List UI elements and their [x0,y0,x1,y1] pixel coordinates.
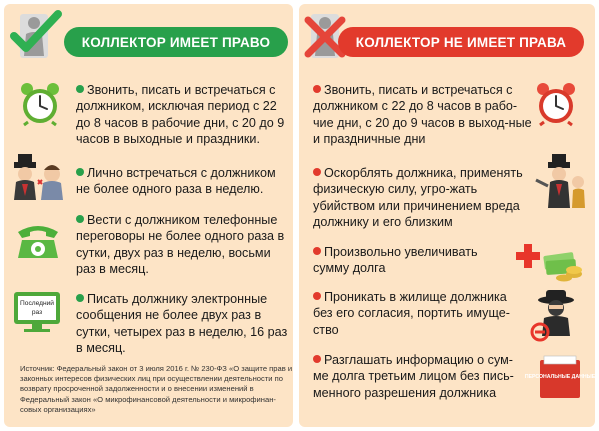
forbidden-item-5-text: Разглашать информацию о сум-ме долга третьим лицом без пись-менного разрешения должника [313,353,514,400]
monitor-label-line2: раз [31,309,43,316]
forbidden-item-1-text: Звонить, писать и встречаться с должником с 22 до 8 часов в рабо-чие дни, с 20 до 9 часов в выход-ные и праздничные дни [313,83,532,147]
allowed-item-3 [76,212,288,278]
allowed-item-1 [76,82,288,148]
source-note: Источник: Федеральный закон от 3 июля 2016 г. № 230-ФЗ «О защите прав и законных интересов физических лиц при осуществлении деятельности по возврату просроченной задолженности и о внесении изменений в Федеральный закон «О микрофинансовой деятельности и микрофинан-совых организациях» [20,364,293,414]
allowed-title: КОЛЛЕКТОР ИМЕЕТ ПРАВО [64,27,288,57]
forbidden-item-2 [313,165,525,231]
bullet-dot [313,355,321,363]
folder-label: ПЕРСОНАЛЬНЫЕ ДАННЫЕ [524,374,596,380]
forbidden-item-4 [313,289,521,338]
people-meeting-icon [10,150,68,202]
forbidden-item-3-text: Произвольно увеличивать сумму долга [313,245,478,276]
bullet-dot [313,168,321,176]
allowed-item-2 [76,165,288,198]
forbidden-item-2-text: Оскорблять должника, применять физическую силу, угро-жать убийством или причинением вреда должнику и его близким [313,166,523,230]
forbidden-item-1 [313,82,533,148]
monitor-label-line1: Последний [20,300,54,307]
alarm-clock-icon [534,80,578,126]
bullet-dot [313,292,321,300]
person-check-icon [10,10,64,60]
allowed-item-2-text: Лично встречаться с должником не более одного раза в неделю. [76,166,276,197]
allowed-item-1-text: Звонить, писать и встречаться с должником, исключая период с 22 до 8 часов в рабочие дни, с 20 до 9 часов в выходные и праздники. [76,83,285,147]
intruder-icon [530,286,580,342]
bullet-dot [76,85,84,93]
bullet-dot [76,294,84,302]
bullet-dot [76,215,84,223]
money-plus-icon [506,240,584,282]
forbidden-item-5 [313,352,521,401]
forbidden-item-4-text: Проникать в жилище должника без его согласия, портить имуще-ство [313,290,510,337]
allowed-item-4 [76,291,288,357]
personal-data-folder-icon [524,354,596,400]
telephone-icon [14,220,62,260]
bullet-dot [313,85,321,93]
monitor-icon [12,290,62,334]
forbidden-item-3 [313,244,513,277]
bullet-dot [76,168,84,176]
allowed-item-3-text: Вести с должником телефонные переговоры не более одного раза в сутки, двух раз в неделю, восьми раз в месяц. [76,213,285,277]
alarm-clock-icon [18,80,62,126]
forbidden-title: КОЛЛЕКТОР НЕ ИМЕЕТ ПРАВА [338,27,584,57]
allowed-item-4-text: Писать должнику электронные сообщения не более двух раз в сутки, четырех раз в неделю, 16 раз в месяц. [76,292,288,356]
threat-icon [526,152,588,210]
bullet-dot [313,247,321,255]
